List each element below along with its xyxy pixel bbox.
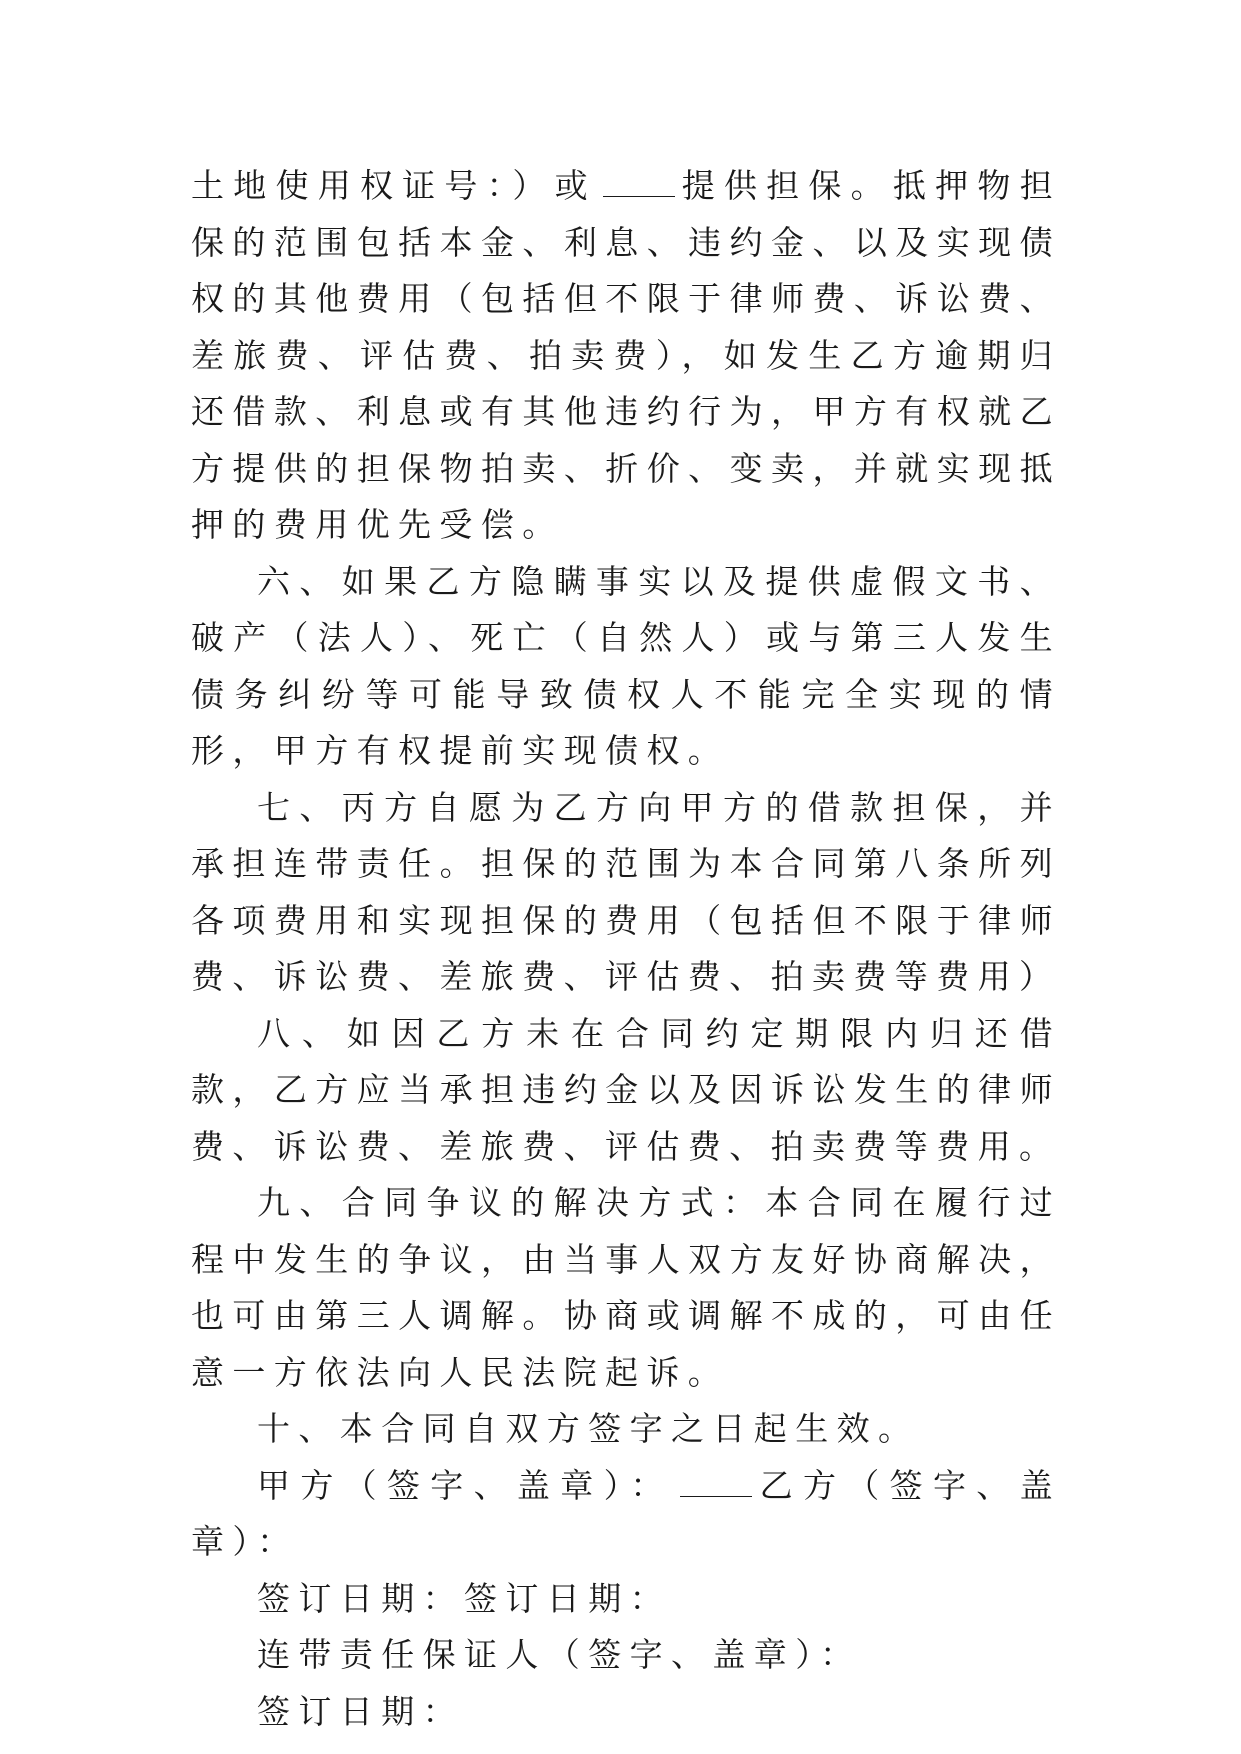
guarantor-blank: [603, 170, 675, 197]
clause-seven: 七、丙方自愿为乙方向甲方的借款担保，并承担连带责任。担保的范围为本合同第八条所列各项费用和实现担保的费用（包括但不限于律师费、诉讼费、差旅费、评估费、拍卖费等费用）: [191, 787, 1061, 996]
clause-eight: 八、如因乙方未在合同约定期限内归还借款，乙方应当承担违约金以及因诉讼发生的律师费、诉讼费、差旅费、评估费、拍卖费等费用。: [191, 1013, 1061, 1166]
guarantor-signature-line: 连带责任保证人（签字、盖章）：: [257, 1635, 862, 1674]
guarantor-date-line: 签订日期：: [257, 1691, 464, 1731]
sign-date-line: 签订日期：签订日期：: [257, 1578, 671, 1618]
party-b-signature-label: 乙方（签字、盖章）：: [191, 1465, 1061, 1561]
clause-ten: 十、本合同自双方签字之日起生效。: [257, 1409, 920, 1448]
clause-six: 六、如果乙方隐瞒事实以及提供虚假文书、破产（法人）、死亡（自然人）或与第三人发生债务纠纷等可能导致债权人不能完全实现的情形，甲方有权提前实现债权。: [191, 561, 1061, 770]
signature-parties-line: [191, 1458, 1061, 1571]
contract-body: [191, 158, 1061, 1740]
party-a-signature-label: 甲方（签字、盖章）：: [257, 1465, 674, 1505]
mortgage-scope-text: 提供担保。抵押物担保的范围包括本金、利息、违约金、以及实现债权的其他费用（包括但不限于律师费、诉讼费、差旅费、评估费、拍卖费），如发生乙方逾期归还借款、利息或有其他违约行为，甲方有权就乙方提供的担保物拍卖、折价、变卖，并就实现抵押的费用优先受偿。: [191, 166, 1062, 544]
party-a-signature-blank: [680, 1470, 752, 1497]
clause-nine: 九、合同争议的解决方式：本合同在履行过程中发生的争议，由当事人双方友好协商解决，也可由第三人调解。协商或调解不成的，可由任意一方依法向人民法院起诉。: [191, 1183, 1061, 1392]
paragraph-mortgage-scope: [191, 158, 1061, 554]
mortgage-certificate-text: 土地使用权证号：）或: [191, 166, 597, 205]
